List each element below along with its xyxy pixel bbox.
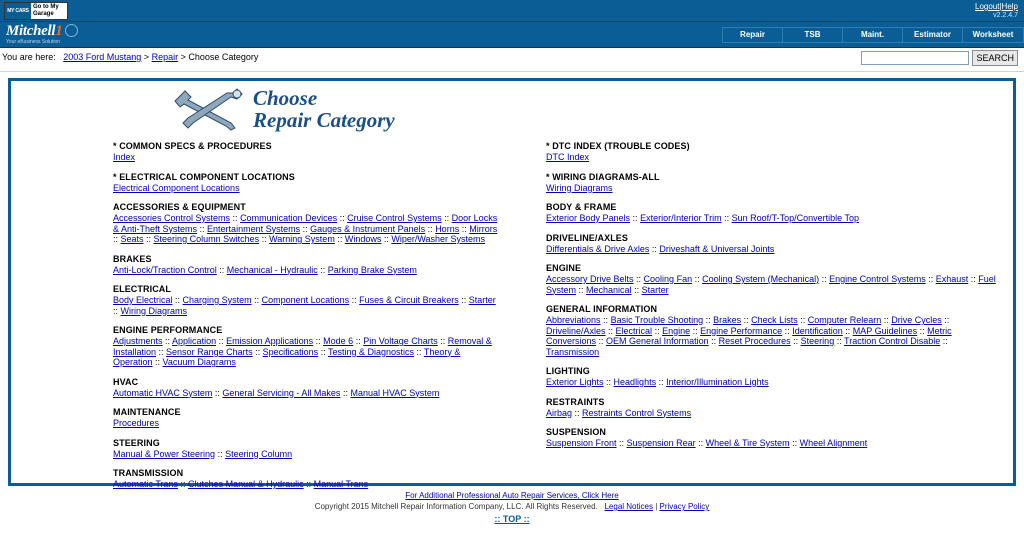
link-separator: ::	[695, 438, 706, 448]
link-separator: ::	[252, 346, 263, 357]
link-separator: ::	[349, 295, 360, 305]
tab-worksheet[interactable]: Worksheet	[972, 30, 1014, 39]
page-title-block	[171, 87, 395, 131]
link-separator: ::	[596, 336, 607, 346]
category-group	[113, 141, 502, 163]
category-link[interactable]: Procedures	[113, 418, 160, 428]
link-separator: ::	[300, 223, 311, 234]
link-separator: ::	[782, 325, 793, 336]
category-link[interactable]: Metric Conversions	[546, 325, 952, 346]
link-separator: ::	[178, 479, 189, 489]
breadcrumb-vehicle-link[interactable]: 2003 Ford Mustang	[63, 52, 142, 62]
category-link[interactable]: Charging System	[182, 295, 252, 305]
category-link-list	[546, 438, 1003, 449]
category-group-heading: GENERAL INFORMATION	[546, 304, 658, 314]
category-link-list	[546, 315, 1003, 357]
category-link[interactable]: Driveline/Axles	[546, 325, 606, 336]
link-separator: ::	[162, 336, 173, 346]
category-link[interactable]: Starter	[468, 295, 496, 305]
category-group	[113, 172, 502, 194]
category-link[interactable]: Drive Cycles	[891, 315, 942, 325]
link-separator: ::	[576, 284, 587, 295]
link-separator: |	[999, 2, 1002, 11]
category-link[interactable]: Cruise Control Systems	[347, 213, 442, 223]
category-link[interactable]: Brakes	[713, 315, 742, 325]
breadcrumb-prefix: You are here:	[2, 52, 56, 62]
category-group-heading: LIGHTING	[546, 366, 590, 376]
link-separator: ::	[703, 315, 714, 325]
category-link[interactable]: Vacuum Diagrams	[162, 357, 236, 367]
category-link[interactable]: Interior/Illumination Lights	[666, 377, 769, 387]
category-group-heading: * COMMON SPECS & PROCEDURES	[113, 141, 272, 151]
category-link[interactable]: Driveshaft & Universal Joints	[659, 243, 775, 254]
category-group	[546, 397, 1003, 419]
category-link[interactable]: MAP Guidelines	[852, 325, 918, 336]
category-group-heading: SUSPENSION	[546, 427, 607, 437]
link-separator: ::	[215, 448, 226, 459]
category-link-list	[546, 408, 1003, 419]
garage-label-line2: Garage	[33, 11, 54, 17]
copyright-text: Copyright 2015 Mitchell Repair Information Company, LLC. All Rights Reserved.	[314, 502, 598, 511]
link-separator: ::	[303, 479, 314, 489]
category-link[interactable]: Fuses & Circuit Breakers	[359, 295, 459, 305]
page-title-line2: Repair Category	[253, 108, 395, 132]
link-separator: ::	[230, 213, 241, 223]
brand-bar	[0, 22, 1024, 48]
category-link-list	[113, 213, 502, 245]
link-separator: ::	[925, 274, 936, 284]
go-to-my-garage-button[interactable]	[4, 2, 68, 20]
category-group	[546, 304, 1003, 357]
category-group-heading: STEERING	[113, 437, 160, 448]
category-link[interactable]: DTC Index	[546, 152, 590, 162]
category-link[interactable]: Clutches Manual & Hydraulic	[188, 479, 304, 489]
link-separator: ::	[216, 336, 227, 346]
link-separator: ::	[881, 315, 892, 325]
category-link[interactable]: Gauges & Instrument Panels	[310, 223, 426, 234]
category-link-list	[546, 244, 1003, 255]
category-group-heading: * ELECTRICAL COMPONENT LOCATIONS	[113, 171, 295, 182]
breadcrumb-sep-2: >	[180, 52, 186, 62]
category-link[interactable]: Abbreviations	[546, 315, 601, 325]
brand-name: Mitchell	[6, 23, 56, 39]
tab-tsb[interactable]: TSB	[783, 28, 843, 42]
category-group-heading: RESTRAINTS	[546, 396, 605, 407]
category-link[interactable]: Wiring Diagrams	[546, 182, 613, 193]
breadcrumb-row	[0, 48, 1024, 72]
category-link[interactable]: Windows	[344, 234, 382, 244]
link-separator: ::	[789, 438, 800, 448]
version-label: v2.2.4.7	[993, 12, 1018, 19]
tab-repair[interactable]: Repair	[723, 28, 783, 42]
category-link[interactable]: OEM General Information	[606, 336, 709, 346]
category-group	[113, 377, 502, 399]
category-link[interactable]: Component Locations	[261, 295, 350, 305]
category-group-heading: ACCESSORIES & EQUIPMENT	[113, 202, 246, 212]
category-link[interactable]: Starter	[641, 284, 669, 295]
category-link[interactable]: Mechanical - Hydraulic	[226, 264, 318, 275]
brand-dot: 1	[55, 23, 63, 39]
category-link[interactable]: Cooling Fan	[643, 274, 693, 284]
category-link-list	[113, 265, 502, 276]
category-link[interactable]: Sensor Range Charts	[166, 346, 253, 357]
category-group-heading: ENGINE PERFORMANCE	[113, 325, 223, 335]
category-link-list	[546, 274, 1003, 295]
category-link[interactable]: Traction Control Disable	[844, 336, 941, 346]
page-footer	[8, 490, 1016, 525]
link-separator: ::	[317, 264, 328, 275]
link-separator: ::	[656, 377, 667, 387]
category-group-heading: HVAC	[113, 376, 139, 387]
category-link[interactable]: General Servicing - All Makes	[222, 387, 341, 398]
breadcrumb-current: Choose Category	[188, 52, 259, 62]
category-link[interactable]: Wheel & Tire System	[705, 438, 790, 448]
category-link[interactable]: Differentials & Drive Axles	[546, 243, 650, 254]
category-link[interactable]: Accessories Control Systems	[113, 213, 231, 223]
category-link[interactable]: Mode 6	[323, 336, 354, 346]
category-link[interactable]: Computer Relearn	[807, 315, 882, 325]
search-button[interactable]: SEARCH	[972, 50, 1018, 66]
category-link[interactable]: Warning System	[269, 234, 335, 244]
category-group	[546, 233, 1003, 255]
category-link[interactable]: Transmission	[546, 346, 600, 357]
link-separator: ::	[940, 336, 948, 346]
link-separator: ::	[259, 234, 270, 244]
category-link[interactable]: Headlights	[613, 377, 657, 387]
category-link[interactable]: Suspension Front	[546, 438, 617, 448]
category-link-list	[113, 336, 502, 368]
link-separator: ::	[113, 234, 121, 244]
category-link-list	[113, 418, 502, 429]
category-link[interactable]: Manual & Power Steering	[113, 448, 216, 459]
category-link-list	[546, 213, 1003, 224]
category-link[interactable]: Check Lists	[751, 315, 798, 325]
main-nav-tabs	[722, 27, 1024, 43]
category-group-heading: ELECTRICAL	[113, 284, 171, 294]
link-separator: ::	[334, 234, 345, 244]
link-separator: ::	[633, 274, 644, 284]
category-link[interactable]: Wiring Diagrams	[120, 305, 188, 316]
category-link[interactable]: Parking Brake System	[327, 264, 417, 275]
category-link[interactable]: Removal & Installation	[113, 336, 492, 357]
category-link[interactable]: Airbag	[546, 407, 573, 418]
category-link[interactable]: Exterior/Interior Trim	[640, 213, 722, 223]
category-group	[546, 172, 1003, 194]
category-link[interactable]: Application	[172, 336, 217, 346]
link-separator: ::	[425, 223, 436, 234]
category-link[interactable]: Index	[113, 152, 136, 162]
garage-label-line1: Go to My	[33, 4, 59, 10]
link-separator: ::	[172, 295, 183, 305]
category-link[interactable]: Entertainment Systems	[207, 223, 301, 234]
category-link-list	[113, 449, 502, 460]
category-group	[113, 407, 502, 429]
link-separator: ::	[603, 377, 614, 387]
category-link-list	[113, 183, 502, 194]
link-separator: ::	[216, 264, 227, 275]
category-group	[113, 284, 502, 316]
category-link[interactable]: Exterior Body Panels	[546, 213, 631, 223]
link-separator: ::	[156, 346, 167, 357]
category-group	[113, 438, 502, 460]
link-separator: ::	[353, 336, 364, 346]
link-separator: ::	[649, 243, 660, 254]
category-link[interactable]: Steering Column Switches	[153, 234, 260, 244]
category-link[interactable]: Automatic Trans	[113, 479, 179, 489]
category-link[interactable]: Cooling System (Mechanical)	[702, 274, 820, 284]
category-link[interactable]: Steering	[800, 336, 835, 346]
category-link[interactable]: Anti-Lock/Traction Control	[113, 264, 217, 275]
category-group	[546, 263, 1003, 295]
category-group-heading: DRIVELINE/AXLES	[546, 232, 629, 243]
category-link[interactable]: Basic Trouble Shooting	[610, 315, 704, 325]
category-group-heading: MAINTENANCE	[113, 407, 181, 417]
link-separator: ::	[600, 315, 611, 325]
account-links	[975, 2, 1018, 20]
link-separator: ::	[143, 234, 154, 244]
content-frame	[8, 78, 1016, 489]
category-link[interactable]: Pin Voltage Charts	[363, 336, 438, 346]
link-separator: ::	[572, 407, 583, 418]
category-group	[113, 202, 502, 245]
link-separator: ::	[458, 295, 469, 305]
category-link[interactable]: Testing & Diagnostics	[327, 346, 415, 357]
category-link[interactable]: Body Electrical	[113, 295, 173, 305]
link-separator: ::	[917, 325, 928, 336]
mitchell-logo	[6, 24, 78, 45]
breadcrumb-sep-1: >	[143, 52, 150, 62]
category-link[interactable]: Door Locks & Anti-Theft Systems	[113, 213, 498, 234]
link-separator: ::	[313, 336, 324, 346]
link-separator: ::	[616, 438, 627, 448]
link-separator: ::	[441, 213, 452, 223]
category-group-heading: ENGINE	[546, 263, 582, 273]
category-link[interactable]: Seats	[120, 234, 144, 244]
category-link-list	[546, 183, 1003, 194]
link-separator: ::	[652, 325, 663, 336]
category-link[interactable]: Theory & Operation	[113, 346, 461, 367]
category-link[interactable]: Engine Performance	[700, 325, 783, 336]
category-link[interactable]: Engine	[662, 325, 691, 336]
link-separator: ::	[941, 315, 950, 325]
category-link[interactable]: Emission Applications	[226, 336, 314, 346]
top-bar	[0, 0, 1024, 22]
privacy-policy-link[interactable]: Privacy Policy	[659, 502, 710, 511]
logout-link[interactable]: Logout	[975, 2, 1000, 11]
category-link-list	[113, 152, 502, 163]
legal-notices-link[interactable]: Legal Notices	[604, 502, 653, 511]
link-separator: ::	[819, 274, 830, 284]
link-separator: ::	[459, 223, 470, 234]
right-column	[512, 141, 1013, 499]
category-link[interactable]: Fuel System	[546, 274, 996, 295]
category-columns	[11, 141, 1013, 499]
category-group	[113, 325, 502, 368]
category-group	[546, 141, 1003, 163]
category-link-list	[113, 388, 502, 399]
category-link[interactable]: Reset Procedures	[718, 336, 791, 346]
link-separator: ::	[721, 213, 732, 223]
link-separator: ::	[631, 284, 642, 295]
link-separator: ::	[340, 387, 351, 398]
registered-mark-icon	[65, 24, 78, 37]
category-group-heading: BODY & FRAME	[546, 202, 617, 212]
category-group	[113, 468, 502, 490]
category-link[interactable]: Adjustments	[113, 336, 163, 346]
category-group-heading: * WIRING DIAGRAMS-ALL	[546, 171, 660, 182]
search-area	[861, 50, 1018, 66]
footer-separator: |	[655, 502, 658, 511]
category-link-list	[113, 295, 502, 316]
link-separator: ::	[414, 346, 424, 357]
link-separator: ::	[318, 346, 328, 357]
help-link[interactable]: Help	[1001, 2, 1018, 11]
link-separator: ::	[381, 234, 392, 244]
category-group-heading: BRAKES	[113, 253, 152, 264]
nav-slash-decoration	[702, 25, 720, 45]
back-to-top-link[interactable]: :: TOP ::	[494, 514, 530, 524]
category-link[interactable]: Engine Control Systems	[829, 274, 926, 284]
category-link[interactable]: Restraints Control Systems	[582, 407, 692, 418]
wrench-icon	[171, 87, 249, 131]
link-separator: ::	[790, 336, 801, 346]
category-group	[546, 427, 1003, 449]
link-separator: ::	[251, 295, 262, 305]
link-separator: ::	[197, 223, 208, 234]
link-separator: ::	[692, 274, 703, 284]
breadcrumb-repair-link[interactable]: Repair	[151, 52, 179, 62]
category-group	[546, 202, 1003, 224]
category-link[interactable]: Wheel Alignment	[799, 438, 868, 448]
link-separator: ::	[741, 315, 752, 325]
link-separator: ::	[968, 274, 979, 284]
category-link[interactable]: Automatic HVAC System	[113, 387, 213, 398]
link-separator: ::	[834, 336, 845, 346]
category-link[interactable]: Wiper/Washer Systems	[391, 234, 486, 244]
category-link-list	[546, 377, 1003, 388]
category-link[interactable]: Manual HVAC System	[350, 387, 440, 398]
category-group	[546, 366, 1003, 388]
link-separator: ::	[152, 357, 163, 367]
tab-estimator[interactable]: Estimator	[903, 28, 963, 42]
link-separator: ::	[842, 325, 853, 336]
page-title-line1: Choose	[253, 86, 318, 110]
my-cars-icon: MY CARS	[5, 3, 31, 19]
category-link[interactable]: Electrical	[615, 325, 653, 336]
category-link[interactable]: Exhaust	[935, 274, 969, 284]
category-link[interactable]: Suspension Rear	[626, 438, 696, 448]
link-separator: ::	[630, 213, 641, 223]
breadcrumb	[2, 52, 258, 62]
category-link[interactable]: Sun Roof/T-Top/Convertible Top	[731, 213, 859, 223]
link-separator: ::	[690, 325, 701, 336]
link-separator: ::	[708, 336, 719, 346]
category-link[interactable]: Specifications	[262, 346, 319, 357]
category-link[interactable]: Communication Devices	[240, 213, 338, 223]
category-link[interactable]: Mirrors	[469, 223, 498, 234]
category-group-heading: * DTC INDEX (TROUBLE CODES)	[546, 141, 690, 151]
category-group-heading: TRANSMISSION	[113, 468, 184, 478]
link-separator: ::	[113, 305, 121, 316]
tab-maint[interactable]: Maint.	[843, 28, 903, 42]
link-separator: ::	[797, 315, 808, 325]
category-link[interactable]: Horns	[435, 223, 460, 234]
category-link[interactable]: Exterior Lights	[546, 377, 604, 387]
link-separator: ::	[437, 336, 448, 346]
category-link[interactable]: Steering Column	[225, 448, 293, 459]
category-link-list	[113, 479, 502, 490]
professional-services-link[interactable]: For Additional Professional Auto Repair Services, Click Here	[405, 491, 619, 500]
category-link[interactable]: Electrical Component Locations	[113, 182, 240, 193]
category-link[interactable]: Manual Trans	[313, 479, 369, 489]
category-link[interactable]: Identification	[792, 325, 843, 336]
link-separator: ::	[605, 325, 616, 336]
category-link-list	[546, 152, 1003, 163]
search-input[interactable]	[861, 51, 969, 65]
link-separator: ::	[212, 387, 223, 398]
category-link[interactable]: Accessory Drive Belts	[546, 274, 634, 284]
category-link[interactable]: Mechanical	[586, 284, 632, 295]
category-group	[113, 254, 502, 276]
left-column	[11, 141, 512, 499]
brand-tagline: Your eBusiness Solution	[6, 39, 61, 45]
link-separator: ::	[337, 213, 348, 223]
